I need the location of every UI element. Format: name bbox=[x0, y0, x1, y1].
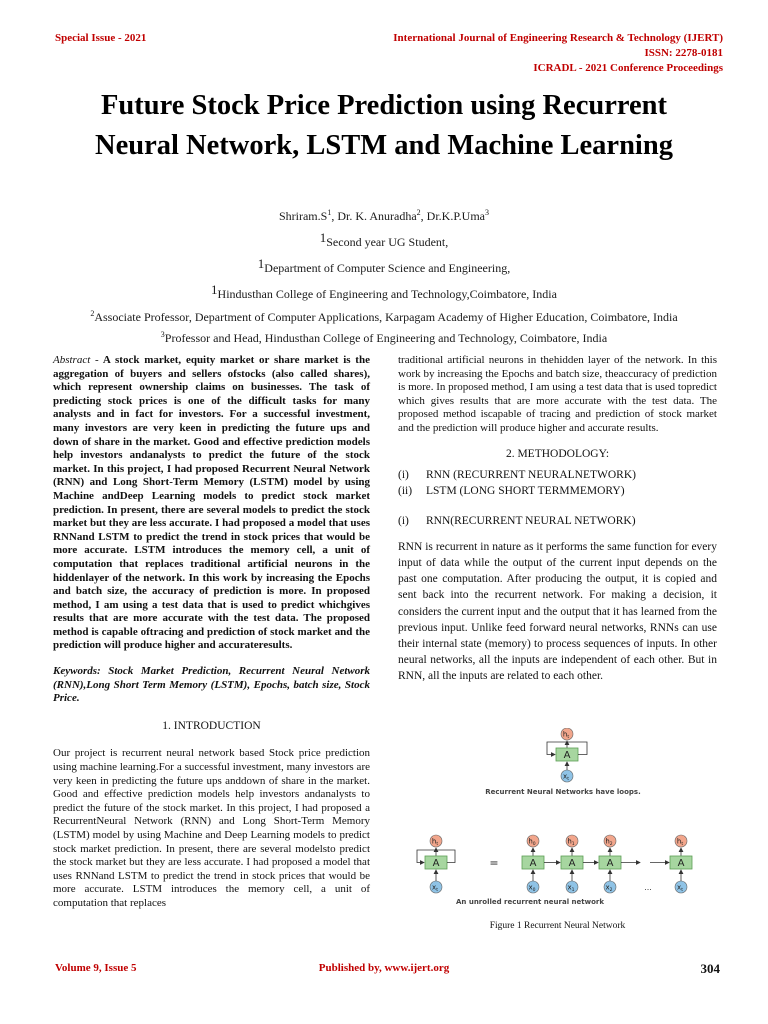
unrolled-cell-4-label: A bbox=[677, 858, 685, 869]
journal-special-issue: Special Issue - 2021 bbox=[55, 32, 147, 44]
author-2: , Dr. K. Anuradha bbox=[331, 209, 417, 223]
left-column bbox=[53, 354, 370, 911]
unrolled-x-3-label: $x_2$ bbox=[605, 883, 613, 893]
author-1-mark: 1 bbox=[327, 208, 332, 217]
keywords: Keywords: Stock Market Prediction, Recurrent Neural Network (RNN),Long Short Term Memory (LSTM), Epochs, batch size, Stock Price. bbox=[53, 665, 370, 705]
volume-issue: Volume 9, Issue 5 bbox=[55, 962, 137, 974]
unrolled-cell-1-label: A bbox=[529, 858, 537, 869]
unrolled-h-2-label: $h_1$ bbox=[567, 837, 575, 847]
author-2-mark: 2 bbox=[416, 208, 421, 217]
abstract-text: A stock market, equity market or share market is the aggregation of buyers and sellers ofstocks (also called shares), which represent ownership claims on businesses. The task of predicting stock prices is one of the difficult tasks for many analysts and in fact for investors. For a successful investment, many investors are very keen in predicting the future ups and down of share in the market. Good and effective prediction models help investors andanalysts to predict the future of the stock market. In this project, I had proposed Recurrent Neural Network (RNN) and Long Short-Term Memory (LSTM) model by using Machine andDeep Learning models to predict stock market prediction. In present, there are several models to predict the stock market but they are less accurate. I had proposed a model that uses RNNand LSTM to predict the trend in stock prices that would be more accurate. LSTM introduces the memory cell, a unit of computation that replaces traditional artificial neurons in the hiddenlayer of the network. In this work by increasing the Epochs and batch size, the accuracy of prediction is more. In proposed method, I am using a test data that is used to predict whichgives results that are more accurate with the test data. The proposed method is capable oftracing and prediction of stock market and the prediction will produce higher and accurateresults. bbox=[53, 354, 370, 652]
unrolled-x-2-label: $x_1$ bbox=[567, 883, 575, 893]
journal-issn: ISSN: 2278-0181 bbox=[644, 47, 723, 59]
publisher: Published by, www.ijert.org bbox=[318, 962, 450, 974]
rnn-description: RNN is recurrent in nature as it performs the same function for every input of data while the output of the current input depends on the past one computation. After producing the output, it is copied and sent back into the recurrent network. For making a decision, it considers the current input and the output that it has learned from the previous input. Unlike feed forward neural networks, RNNs can use their internal state (memory) to process sequences of inputs. In other neural networks, all the inputs are independent of each other. But in RNN, all the inputs are related to each other. bbox=[398, 540, 717, 683]
title-line-2: Neural Network, LSTM and Machine Learning bbox=[95, 130, 673, 161]
affiliation-2: 1Department of Computer Science and Engineering, bbox=[257, 256, 511, 275]
unrolled-h-3-label: $h_2$ bbox=[605, 837, 613, 847]
right-column bbox=[398, 354, 717, 685]
list-item: (ii) LSTM (LONG SHORT TERMMEMORY) bbox=[398, 485, 625, 498]
top-figure-caption: Recurrent Neural Networks have loops. bbox=[485, 788, 641, 796]
title-line-1: Future Stock Price Prediction using Recurrent bbox=[101, 90, 667, 121]
top-h-label: $h_t$ bbox=[562, 730, 570, 740]
journal-header bbox=[393, 31, 723, 76]
ellipsis: ... bbox=[644, 883, 652, 892]
author-block bbox=[30, 202, 738, 347]
rnn-figure bbox=[398, 728, 717, 918]
equals-sign: = bbox=[489, 856, 499, 870]
unrolled-h-0-label: $h_t$ bbox=[431, 837, 439, 847]
section-heading-introduction: 1. INTRODUCTION bbox=[162, 719, 261, 732]
unrolled-x-4-label: $x_t$ bbox=[677, 883, 683, 893]
introduction-text: Our project is recurrent neural network based Stock price prediction using machine learning.For a successful investment, many investors are very keen in predicting the future ups anddown of share in the market. Good and effective prediction models help investors andanalysts to predict the future of the stock market. In this project, I had proposed a RecurrentNeural Network (RNN) and Long Short-Term Memory (LSTM) model by using Machine and Deep Learning models to predict stock market prediction. In present, there are several modelsto predict the stock market but they are less accurate. I had proposed a model that uses RNNand LSTM to predict the trend in stock prices that would be more accurate. LSTM introduces the memory cell, a unit of computation that replaces bbox=[53, 747, 370, 909]
methodology-list bbox=[398, 467, 717, 499]
unrolled-cell-2-label: A bbox=[568, 858, 576, 869]
conference-proceedings: ICRADL - 2021 Conference Proceedings bbox=[533, 62, 723, 74]
introduction-body bbox=[53, 747, 370, 910]
top-cell-label: A bbox=[563, 750, 571, 761]
unrolled-h-1-label: $h_0$ bbox=[528, 837, 536, 847]
journal-name: International Journal of Engineering Research & Technology (IJERT) bbox=[393, 32, 723, 44]
introduction-continued: traditional artificial neurons in thehidden layer of the network. In this work by increasing the Epochs and batch size, theaccuracy of prediction is more. In proposed method, I am using a test data that is used topredict which gives results that are more accurate with the test data. The proposed method iscapable of tracing and prediction of stock market and the prediction will produce higher and accurate results. bbox=[398, 354, 717, 434]
bottom-figure-caption: An unrolled recurrent neural network bbox=[456, 898, 604, 906]
paper-title bbox=[30, 86, 738, 166]
unrolled-cell-3-label: A bbox=[606, 858, 614, 869]
author-3-mark: 3 bbox=[485, 208, 489, 217]
affiliation-1: 1Second year UG Student, bbox=[319, 230, 449, 249]
list-item: (i) RNN (RECURRENT NEURALNETWORK) bbox=[398, 469, 636, 482]
abstract-label: Abstract - bbox=[53, 354, 99, 366]
section-heading-methodology: 2. METHODOLOGY: bbox=[505, 447, 610, 460]
author-names bbox=[30, 202, 738, 227]
unrolled-x-0-label: $x_t$ bbox=[432, 883, 438, 893]
affiliation-3: 1Hindusthan College of Engineering and Technology,Coimbatore, India bbox=[211, 282, 557, 301]
author-3: , Dr.K.P.Uma bbox=[420, 209, 485, 223]
top-x-label: $x_t$ bbox=[563, 772, 569, 782]
affiliation-5: $^3$Professor and Head, Hindusthan College of Engineering and Technology, Coimbatore, India bbox=[160, 330, 608, 345]
unrolled-cell-0-label: A bbox=[432, 858, 440, 869]
unrolled-x-1-label: $x_0$ bbox=[528, 883, 536, 893]
subsection-heading-rnn: (i) RNN(RECURRENT NEURAL NETWORK) bbox=[398, 515, 636, 528]
page-number: 304 bbox=[700, 961, 720, 976]
author-1: Shriram.S bbox=[278, 209, 328, 223]
abstract bbox=[53, 354, 370, 653]
affiliation-4: $^2$Associate Professor, Department of Computer Applications, Karpagam Academy of Higher Education, Coimbatore, India bbox=[90, 309, 678, 324]
figure-caption: Figure 1 Recurrent Neural Network bbox=[489, 921, 626, 931]
unrolled-h-4-label: $h_t$ bbox=[676, 837, 684, 847]
